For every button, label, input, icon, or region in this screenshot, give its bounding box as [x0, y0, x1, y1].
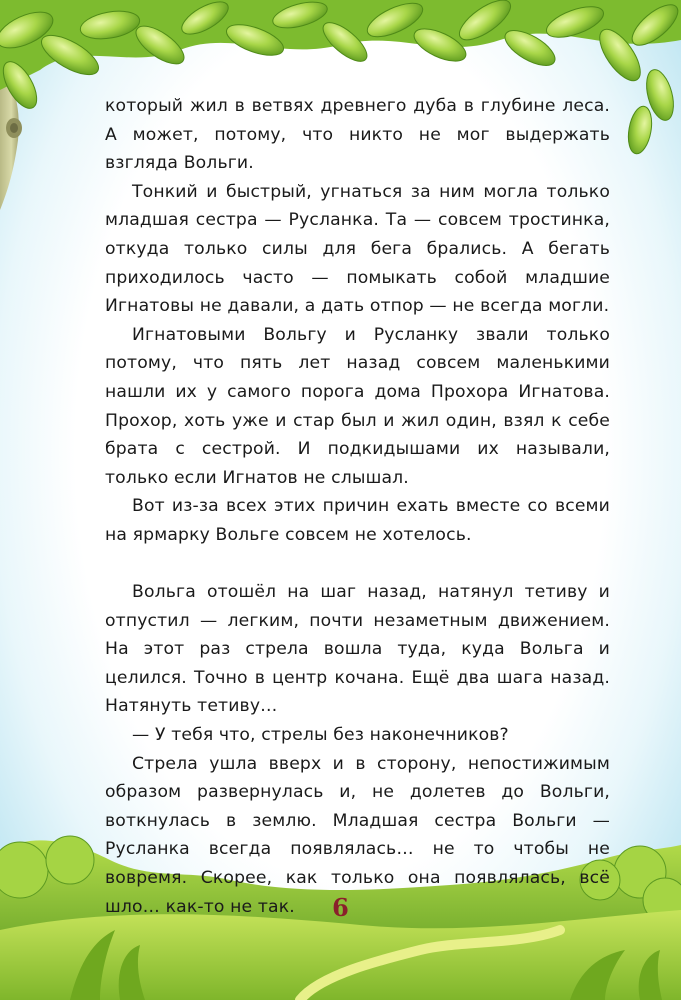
paragraph-3: Игнатовыми Вольгу и Русланку звали только потому, что пять лет назад совсем маленькими нашли их у самого порога дома Прохора Игнатова. Прохор, хоть уже и стар был и жил один, взял к себе брата с сестрой. И подкидышами их называли, только если Игнатов не слышал. — [105, 324, 610, 488]
story-text — [105, 92, 610, 921]
paragraph-7: Стрела ушла вверх и в сторону, непостижимым образом развернулась и, не долетев до Вольги, воткнулась в землю. Младшая сестра Вольги — Русланка всегда появлялась… не то чтобы не вовремя. Скорее, как только она появлялась, всё шло… как-то не так. — [105, 753, 610, 917]
paragraph-2: Тонкий и быстрый, угнаться за ним могла только младшая сестра — Русланка. Та — совсем тростинка, откуда только силы для бега брались. А бегать приходилось часто — помыкать собой младшие Игнатовы не давали, а дать отпор — не всегда могли. — [105, 181, 610, 317]
page-number: 6 — [332, 893, 349, 922]
paragraph-1: который жил в ветвях древнего дуба в глубине леса. А может, потому, что никто не мог выдержать взгляда Вольги. — [105, 96, 610, 174]
paragraph-6: — У тебя что, стрелы без наконечников? — [132, 725, 509, 746]
paragraph-4: Вот из-за всех этих причин ехать вместе со всеми на ярмарку Вольге совсем не хотелось. — [105, 496, 610, 545]
paragraph-5: Вольга отошёл на шаг назад, натянул тетиву и отпустил — легким, почти незаметным движением. На этот раз стрела вошла туда, куда Вольга и целился. Точно в центр кочана. Ещё два шага назад. Натянуть тетиву… — [105, 582, 610, 717]
